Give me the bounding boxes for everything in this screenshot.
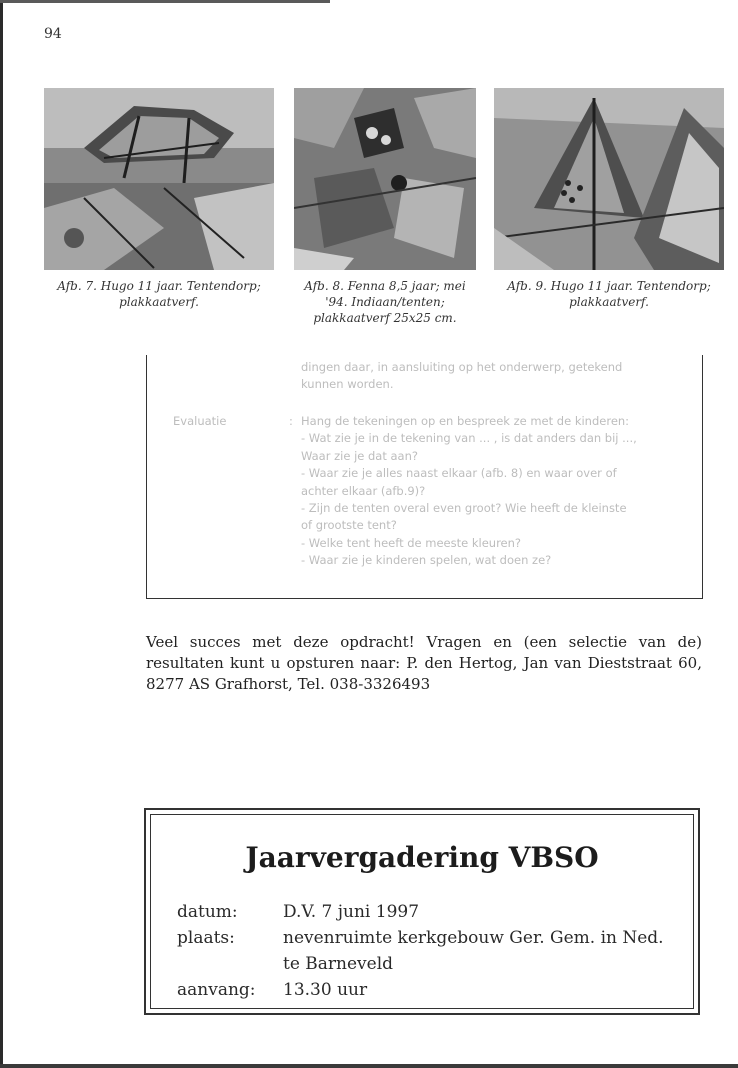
text-line: of grootste tent? <box>301 518 397 533</box>
evaluation-label: Evaluatie <box>173 414 227 428</box>
text-line: Hang de tekeningen op en bespreek ze met de kinderen: <box>301 414 630 428</box>
text-line: - Zijn de tenten overal even groot? Wie heeft de kleinste <box>301 501 627 516</box>
page-edge-top <box>0 0 330 3</box>
figure-8 <box>294 88 476 326</box>
caption-line: plakkaatverf. <box>569 295 649 309</box>
painting-tent-village-hugo-2-image <box>494 88 724 270</box>
meeting-title: Jaarvergadering VBSO <box>245 841 599 874</box>
start-value: 13.30 uur <box>283 980 368 1000</box>
page-edge-bottom <box>0 1064 738 1068</box>
meeting-place-row-2 <box>177 951 393 977</box>
place-value: nevenruimte kerkgebouw Ger. Gem. in Ned. <box>283 928 664 948</box>
caption-line: plakkaatverf. <box>119 295 199 309</box>
place-label: plaats: <box>177 928 235 948</box>
evaluation-table <box>146 355 703 599</box>
caption-line: Afb. 7. Hugo 11 jaar. Tentendorp; <box>57 279 261 293</box>
figure-9 <box>494 88 724 310</box>
date-value: D.V. 7 juni 1997 <box>283 902 420 922</box>
figure-7-caption <box>44 278 274 310</box>
evaluation-colon: : <box>289 414 293 428</box>
text-line: - Wat zie je in de tekening van ... , is dat anders dan bij ..., <box>301 431 637 446</box>
text-line: Waar zie je dat aan? <box>301 448 418 463</box>
figure-8-caption <box>294 278 476 326</box>
place-value-line2: te Barneveld <box>283 954 394 974</box>
start-label: aanvang: <box>177 980 256 1000</box>
text-line: - Waar zie je kinderen spelen, wat doen ze? <box>301 553 552 568</box>
continued-text <box>301 359 691 394</box>
meeting-start-row <box>177 977 367 1003</box>
caption-line: '94. Indiaan/tenten; <box>325 295 445 309</box>
figure-7 <box>44 88 274 310</box>
date-label: datum: <box>177 902 238 922</box>
text-line: dingen daar, in aansluiting op het onderwerp, getekend <box>301 360 623 374</box>
text-line: achter elkaar (afb.9)? <box>301 483 426 498</box>
page-number: 94 <box>44 26 62 42</box>
meeting-place-row <box>177 925 664 951</box>
painting-indian-tents-fenna-image <box>294 88 476 270</box>
figure-9-caption <box>494 278 724 310</box>
page-edge <box>0 0 3 1068</box>
caption-line: Afb. 9. Hugo 11 jaar. Tentendorp; <box>507 279 711 293</box>
text-line: - Waar zie je alles naast elkaar (afb. 8) en waar over of <box>301 466 617 481</box>
text-line: kunnen worden. <box>301 377 394 392</box>
meeting-date-row <box>177 899 419 925</box>
contact-paragraph: Veel succes met deze opdracht! Vragen en (een selectie van de) resultaten kunt u opsturen naar: P. den Hertog, Jan van Dieststraat 60, 8277 AS Grafhorst, Tel. 038-3326493 <box>146 633 702 693</box>
painting-tent-village-hugo-image <box>44 88 274 270</box>
meeting-announcement-box <box>144 808 700 1015</box>
caption-line: plakkaatverf 25x25 cm. <box>313 311 457 325</box>
text-line: - Welke tent heeft de meeste kleuren? <box>301 535 522 550</box>
evaluation-text <box>301 413 691 570</box>
caption-line: Afb. 8. Fenna 8,5 jaar; mei <box>304 279 466 293</box>
announcement-inner-border <box>150 814 694 1009</box>
